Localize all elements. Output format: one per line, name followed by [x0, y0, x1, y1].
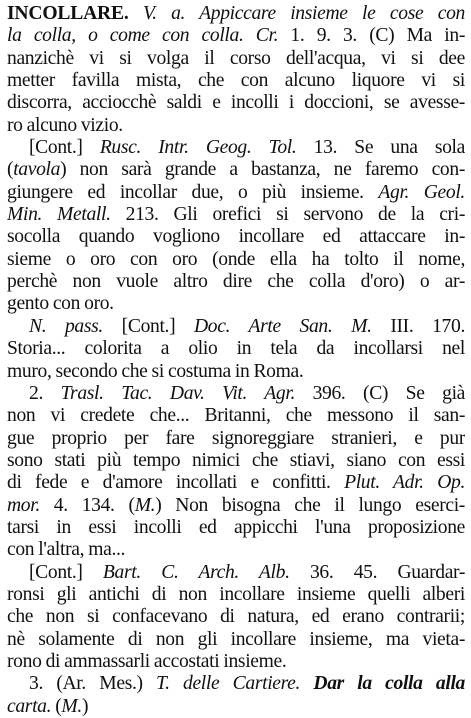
- text-run: nanzichè vi si volga il corso dell'acqua, vi si dee: [7, 47, 465, 69]
- text-run: gento con oro.: [7, 293, 114, 315]
- text-line: [7, 159, 465, 181]
- text-run: M.: [61, 695, 82, 717]
- text-run: sieme o oro con oro (onde ella ha tolto il nome,: [7, 248, 465, 270]
- text-line: [7, 562, 465, 584]
- text-run: ): [81, 695, 89, 717]
- text-run: metter favilla mista, che con alcuno liquore vi si: [7, 70, 465, 92]
- text-line: [7, 25, 465, 47]
- text-run: (: [51, 695, 62, 717]
- text-run: gue proprio per fare signoreggiare stranieri, e pur: [7, 427, 465, 449]
- text-run: 2.: [29, 382, 61, 404]
- text-line: [7, 48, 465, 70]
- text-line: [7, 651, 465, 673]
- text-run: 13. Se una sola: [296, 137, 465, 159]
- text-run: mor.: [7, 494, 40, 516]
- text-run: 213. Gli orefici si servono de la cri-: [110, 204, 465, 226]
- text-run: (: [7, 159, 14, 181]
- text-run: 36. 45. Guardar-: [289, 561, 465, 583]
- text-line: [7, 673, 465, 695]
- headword: INCOLLARE.: [7, 3, 129, 24]
- text-run: tavola: [13, 159, 61, 181]
- text-line: [7, 271, 465, 293]
- text-run: ) non sarà grande a bastanza, ne faremo con-: [60, 159, 465, 181]
- dictionary-entry-incollare: [7, 3, 465, 718]
- text-run: discorra, acciocchè saldi e incolli i doccioni, se avesse-: [7, 92, 465, 114]
- text-run: T. delle Cartiere.: [156, 673, 301, 695]
- text-line: [7, 249, 465, 271]
- text-line: [7, 405, 465, 427]
- text-line: [7, 182, 465, 204]
- text-run: non vi credete che... Britanni, che messono il san-: [7, 405, 465, 427]
- text-line: [7, 204, 465, 226]
- text-run: muro, secondo che si costuma in Roma.: [7, 360, 304, 382]
- text-run: nè solamente di non gli incollare insieme, ma vieta-: [7, 628, 465, 650]
- text-run: perchè non vuole altro dire che colla d'oro) o ar-: [7, 271, 465, 293]
- text-run: [Cont.]: [29, 137, 100, 159]
- text-line: [7, 70, 465, 92]
- text-run: 396. (C) Se già: [295, 382, 465, 404]
- text-run: [Cont.]: [102, 315, 194, 337]
- text-line: [7, 472, 465, 494]
- text-line: [7, 696, 465, 718]
- text-run: [Cont.]: [29, 561, 103, 583]
- text-run: carta.: [7, 695, 52, 717]
- text-line: [7, 606, 465, 628]
- text-run: M.: [134, 494, 156, 516]
- text-run: ronsi gli antichi di non incollare insieme quelli alberi: [7, 583, 465, 605]
- text-line: [7, 584, 465, 606]
- text-line: [7, 338, 465, 360]
- text-run: Bart. C. Arch. Alb.: [102, 561, 290, 583]
- text-run: III. 170.: [371, 315, 465, 337]
- text-run: Rusc. Intr. Geog. Tol.: [99, 137, 297, 159]
- text-run: Dar la colla alla: [300, 673, 465, 695]
- text-line: [7, 361, 465, 383]
- text-line: [7, 92, 465, 114]
- text-run: 4. 134. (: [39, 494, 135, 516]
- text-run: con l'altra, ma...: [7, 539, 126, 561]
- text-line: [7, 115, 465, 137]
- text-run: 3. (Ar. Mes.): [29, 673, 157, 695]
- text-run: Plut. Adr. Op.: [344, 472, 465, 494]
- text-run: Doc. Arte San. M.: [193, 315, 372, 337]
- text-line: [7, 316, 465, 338]
- text-line: [7, 428, 465, 450]
- text-run: che non si confacevano di natura, ed erano contrarii;: [7, 606, 465, 628]
- text-run: rono di ammassarli accostati insieme.: [7, 650, 287, 672]
- text-line: [7, 495, 465, 517]
- text-line: [7, 226, 465, 248]
- text-run: giungere ed incollar due, o più insieme.: [7, 181, 379, 203]
- text-line: [7, 3, 465, 25]
- text-line: [7, 517, 465, 539]
- text-run: socolla quando vogliono incollare ed attaccare in-: [7, 226, 465, 248]
- text-line: [7, 629, 465, 651]
- text-run: 1. 9. 3. (C) Ma in-: [278, 25, 465, 47]
- text-run: ro alcuno vizio.: [7, 114, 123, 136]
- text-run: Agr. Geol.: [378, 181, 465, 203]
- text-line: [7, 137, 465, 159]
- text-run: N. pass.: [29, 315, 103, 337]
- text-line: [7, 539, 465, 561]
- text-run: la colla, o come con colla. Cr.: [7, 25, 279, 47]
- text-line: [7, 293, 465, 315]
- text-run: ) Non bisogna che il lungo eserci-: [155, 494, 465, 516]
- text-run: di fede e d'amore incollati e confitti.: [7, 472, 345, 494]
- text-run: tarsi in essi incolli ed appicchi l'una proposizione: [7, 516, 465, 538]
- text-run: Trasl. Tac. Dav. Vit. Agr.: [60, 382, 295, 404]
- text-run: Storia... colorita a olio in tela da incollarsi nel: [7, 338, 465, 360]
- text-line: [7, 450, 465, 472]
- text-run: V. a. Appiccare insieme le cose con: [128, 3, 465, 24]
- text-run: sono stati più tempo nimici che stiavi, siano con essi: [7, 449, 465, 471]
- text-line: [7, 383, 465, 405]
- text-run: Min. Metall.: [7, 204, 111, 226]
